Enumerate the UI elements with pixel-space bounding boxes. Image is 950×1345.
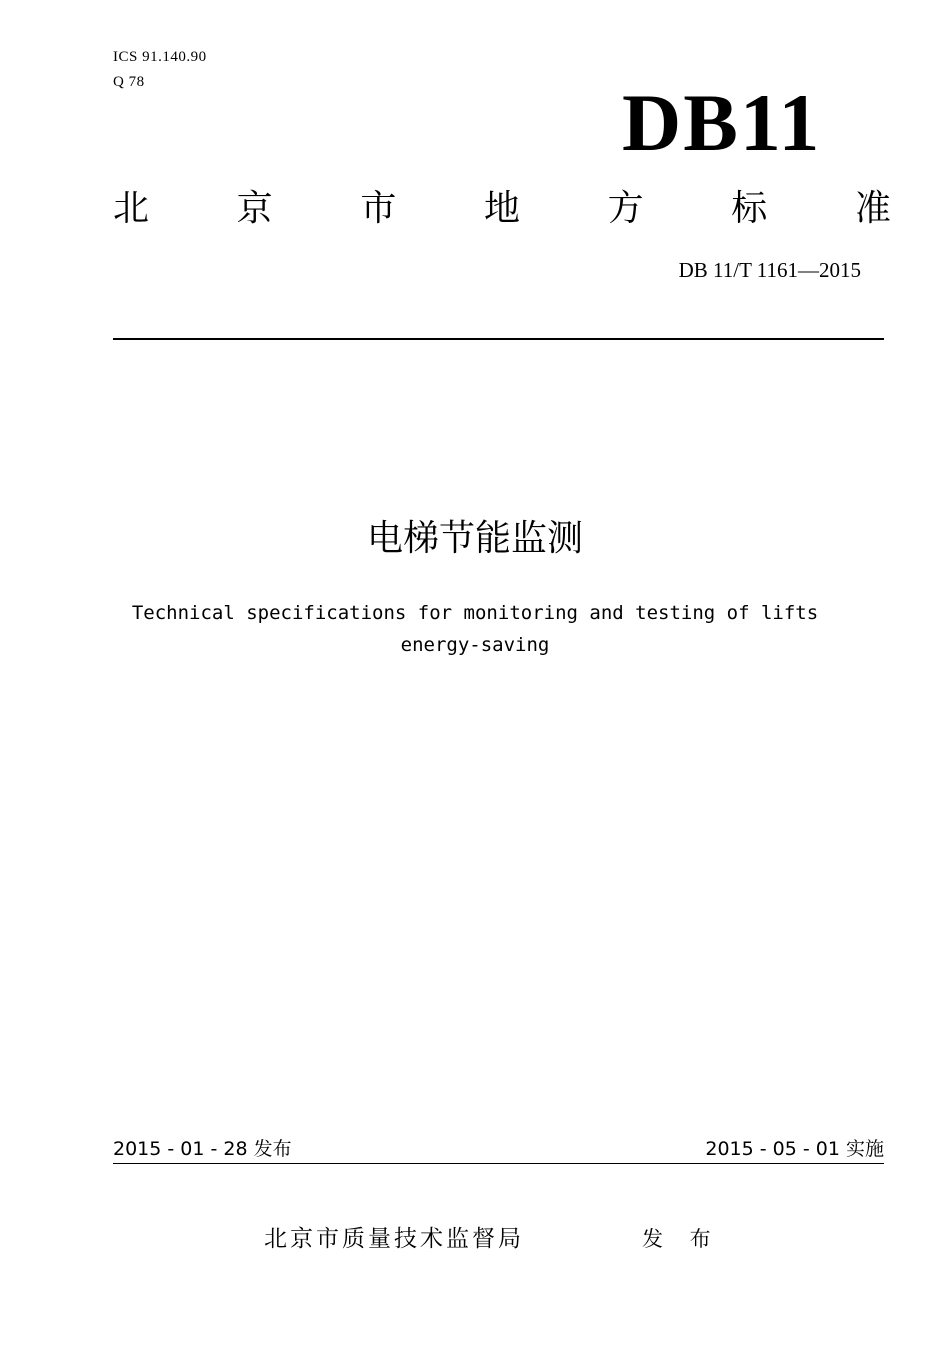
standard-type-char: 标 xyxy=(731,188,768,229)
standard-type-char: 地 xyxy=(483,188,520,229)
standard-type-char: 京 xyxy=(236,188,273,229)
ccs-code: Q 78 xyxy=(113,74,145,90)
publish-label: 发 布 xyxy=(642,1227,721,1251)
standard-type-char: 方 xyxy=(607,188,644,229)
db11-logo: DB11 xyxy=(622,77,822,168)
issuing-authority: 北京市质量技术监督局 xyxy=(264,1226,524,1252)
ics-code: ICS 91.140.90 xyxy=(113,49,207,65)
standard-type-char: 北 xyxy=(113,188,150,229)
standard-number: DB 11/T 1161—2015 xyxy=(678,258,861,282)
top-divider xyxy=(113,338,884,340)
standard-type-title xyxy=(113,186,891,232)
standard-type-char: 准 xyxy=(854,188,891,229)
bottom-divider xyxy=(113,1163,884,1164)
document-title-chinese: 电梯节能监测 xyxy=(366,518,583,559)
english-title-line-1: Technical specifications for monitoring and testing of lifts xyxy=(131,602,819,624)
standard-type-char: 市 xyxy=(360,188,397,229)
document-title-english xyxy=(0,597,950,661)
implementation-date: 2015 - 05 - 01 实施 xyxy=(705,1138,884,1160)
issue-date: 2015 - 01 - 28 发布 xyxy=(113,1138,292,1160)
english-title-line-2: energy-saving xyxy=(400,634,550,656)
